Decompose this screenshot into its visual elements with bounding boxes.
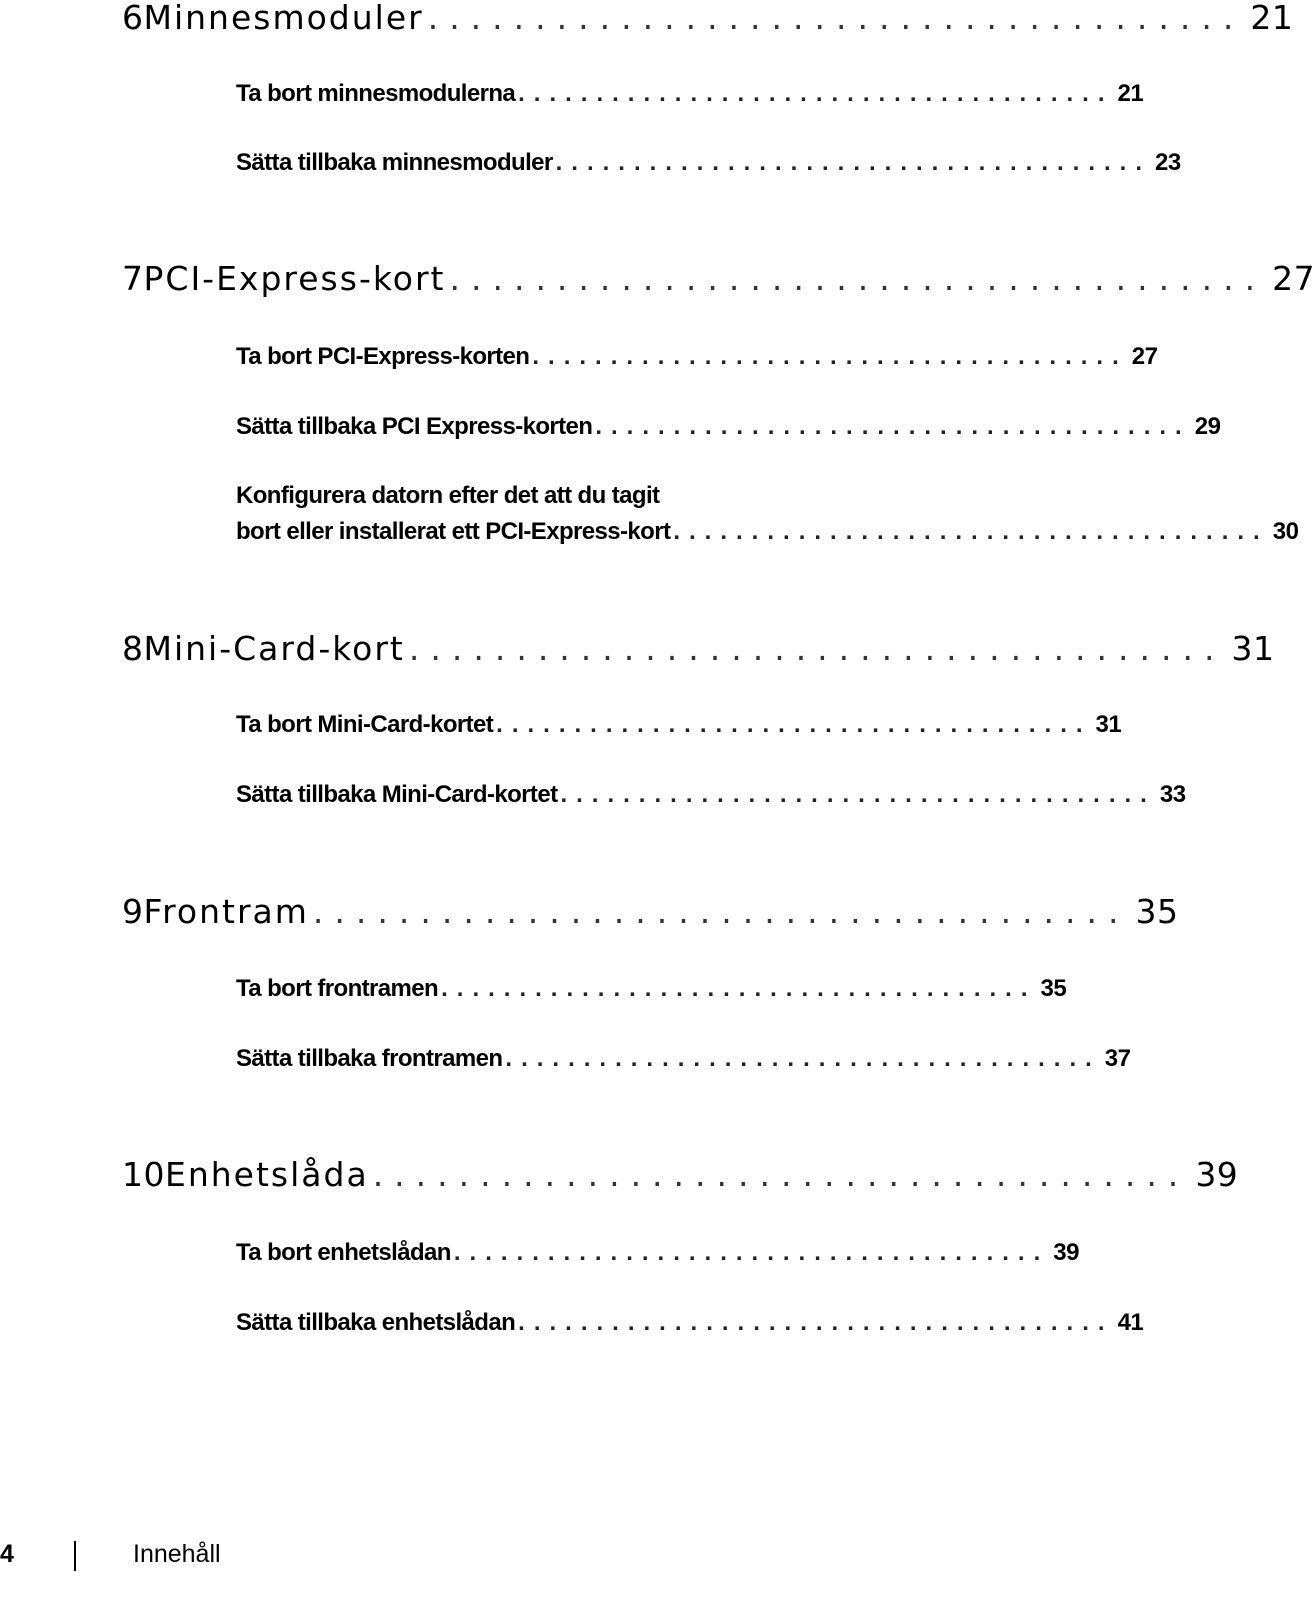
toc-section[interactable] [236, 518, 1299, 546]
footer-section-label: Innehåll [133, 1540, 221, 1568]
section-title: Sätta tillbaka enhetslådan [236, 1309, 516, 1336]
chapter-number: 7 [122, 259, 144, 298]
toc-section[interactable] [236, 149, 1181, 177]
dot-leader: ...................................... [505, 1045, 1101, 1072]
chapter-title: Minnesmoduler [143, 0, 424, 37]
dot-leader: ...................................... [518, 1309, 1114, 1336]
toc-chapter-7[interactable] [122, 259, 1315, 298]
section-title: bort eller installerat ett PCI-Express-kort [236, 518, 671, 545]
toc-chapter-10[interactable] [122, 1155, 1239, 1194]
section-title: Sätta tillbaka frontramen [236, 1045, 503, 1072]
dot-leader: ...................................... [555, 149, 1152, 176]
footer-page-number: 4 [0, 1540, 14, 1568]
toc-section[interactable] [236, 711, 1122, 739]
chapter-title: Enhetslåda [165, 1155, 369, 1194]
chapter-page-number: 27 [1272, 259, 1315, 298]
section-title: Ta bort Mini-Card-kortet [236, 711, 494, 738]
section-page-number: 37 [1104, 1045, 1131, 1072]
chapter-page-number: 31 [1231, 629, 1275, 668]
toc-section[interactable] [236, 343, 1158, 371]
toc-section[interactable] [236, 1045, 1131, 1073]
chapter-page-number: 21 [1250, 0, 1294, 37]
toc-section[interactable] [236, 1239, 1079, 1267]
footer-divider [74, 1541, 76, 1571]
section-page-number: 30 [1272, 518, 1299, 545]
section-page-number: 41 [1117, 1309, 1144, 1336]
dot-leader: ...................................... [453, 1239, 1050, 1266]
dot-leader: ...................................... [449, 259, 1267, 298]
dot-leader: ...................................... [427, 0, 1245, 37]
chapter-number: 6 [122, 0, 144, 37]
section-title: Ta bort PCI-Express-korten [236, 343, 530, 370]
chapter-title: Frontram [143, 892, 309, 931]
dot-leader: ...................................... [518, 80, 1114, 107]
section-title-line-1[interactable]: Konfigurera datorn efter det att du tagit [236, 482, 660, 509]
section-title: Ta bort enhetslådan [236, 1239, 451, 1266]
chapter-page-number: 39 [1195, 1155, 1239, 1194]
toc-chapter-6[interactable] [122, 0, 1294, 37]
toc-section[interactable] [236, 975, 1067, 1003]
dot-leader: ...................................... [673, 518, 1269, 545]
chapter-page-number: 35 [1135, 892, 1179, 931]
dot-leader: ...................................... [312, 892, 1130, 931]
toc-chapter-9[interactable] [122, 892, 1179, 931]
section-page-number: 23 [1155, 149, 1181, 176]
section-title: Sätta tillbaka PCI Express-korten [236, 413, 593, 440]
chapter-title: PCI-Express-kort [143, 259, 446, 298]
toc-section[interactable] [236, 781, 1186, 809]
section-page-number: 31 [1095, 711, 1122, 738]
chapter-number: 10 [122, 1155, 165, 1194]
section-page-number: 35 [1040, 975, 1067, 1002]
toc-chapter-8[interactable] [122, 629, 1275, 668]
section-page-number: 27 [1131, 343, 1158, 370]
section-page-number: 21 [1117, 80, 1144, 107]
dot-leader: ...................................... [408, 629, 1226, 668]
section-page-number: 33 [1159, 781, 1186, 808]
dot-leader: ...................................... [560, 781, 1156, 808]
section-page-number: 39 [1053, 1239, 1079, 1266]
chapter-number: 8 [122, 629, 144, 668]
dot-leader: ...................................... [595, 413, 1191, 440]
section-title: Sätta tillbaka Mini-Card-kortet [236, 781, 558, 808]
dot-leader: ...................................... [532, 343, 1128, 370]
section-page-number: 29 [1194, 413, 1221, 440]
section-title: Ta bort minnesmodulerna [236, 80, 516, 107]
chapter-title: Mini-Card-kort [143, 629, 405, 668]
toc-section[interactable] [236, 1309, 1144, 1337]
dot-leader: ...................................... [496, 711, 1092, 738]
section-title: Sätta tillbaka minnesmoduler [236, 149, 553, 176]
chapter-number: 9 [122, 892, 144, 931]
dot-leader: ...................................... [441, 975, 1037, 1002]
section-title: Ta bort frontramen [236, 975, 439, 1002]
dot-leader: ...................................... [372, 1155, 1190, 1194]
toc-section[interactable] [236, 413, 1221, 441]
toc-section[interactable] [236, 80, 1144, 108]
